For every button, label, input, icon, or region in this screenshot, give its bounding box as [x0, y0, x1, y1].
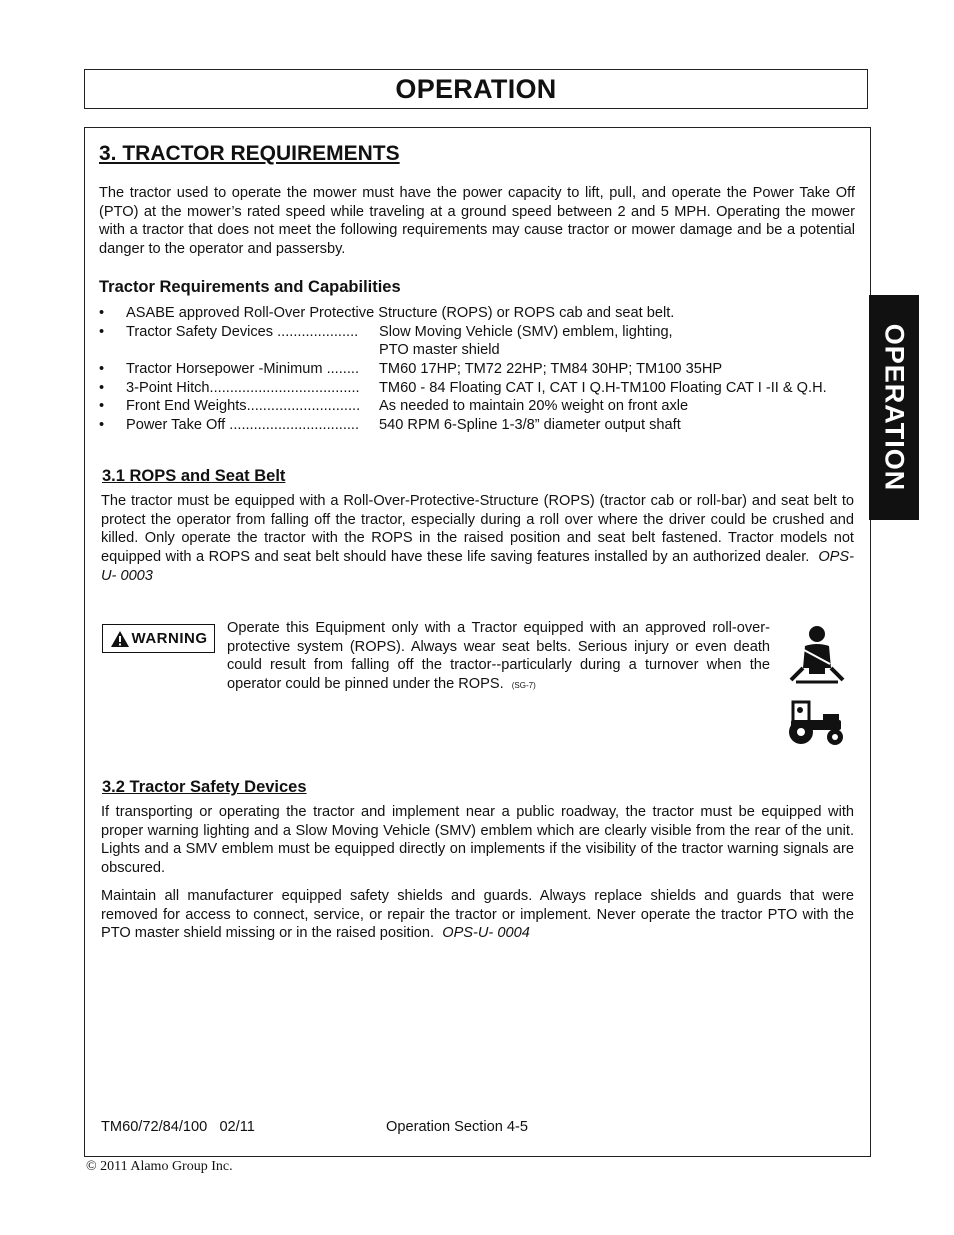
footer-page-number: Operation Section 4-5	[386, 1119, 528, 1135]
list-item: • Tractor Horsepower -Minimum ........ TM60 17HP; TM72 22HP; TM84 30HP; TM100 35HP	[99, 361, 723, 378]
warning-badge	[102, 624, 215, 653]
safety-ref-code: OPS-U- 0004	[442, 925, 530, 942]
seatbelt-operator-icon	[788, 624, 846, 688]
list-item-continuation: PTO master shield	[379, 342, 500, 359]
warning-ref-code: (SG-7)	[511, 681, 536, 691]
requirements-list	[99, 304, 859, 435]
footer-copyright: © 2011 Alamo Group Inc.	[86, 1159, 233, 1174]
rops-paragraph: The tractor must be equipped with a Roll-Over-Protective-Structure (ROPS) (tractor cab or roll-bar) and seat belt to protect the operator from falling off the tractor, especially during a roll over where the driver could be crushed and killed. Only operate the tractor with the ROPS in the raised position and seat belt fastened. Tractor models not equipped with a ROPS and seat belt should have these life saving features installed by an authorized dealer. OPS-U- 0003	[101, 493, 854, 584]
safety-devices-paragraph-2: Maintain all manufacturer equipped safety shields and guards. Always replace shields and guards that were removed for access to connect, service, or repair the tractor or implement. Never operate the tractor PTO with the PTO master shield missing or in the raised position. OPS-U- 0004	[101, 888, 854, 942]
list-item: • Tractor Safety Devices .................... Slow Moving Vehicle (SMV) emblem, lighting,	[99, 323, 673, 340]
rops-heading: 3.1 ROPS and Seat Belt	[102, 467, 286, 485]
section-title: 3. TRACTOR REQUIREMENTS	[99, 142, 400, 165]
header-title: OPERATION	[395, 73, 557, 104]
section-side-tab	[869, 295, 919, 520]
side-tab-label: OPERATION	[879, 323, 910, 492]
page-header	[84, 69, 868, 109]
list-item: • Power Take Off ................................ 540 RPM 6-Spline 1-3/8” diameter output shaft	[99, 417, 681, 434]
warning-text: Operate this Equipment only with a Tractor equipped with an approved roll-over-protective system (ROPS). Always wear seat belts. Serious injury or even death could result from falling off the tractor--particularly during a turnover when the operator could be pinned under the ROPS. (SG-7)	[227, 620, 770, 693]
safety-devices-heading: 3.2 Tractor Safety Devices	[102, 778, 307, 796]
rops-ref-code: OPS-U- 0003	[101, 549, 854, 584]
warning-badge-label: WARNING	[131, 630, 208, 647]
requirements-heading: Tractor Requirements and Capabilities	[99, 278, 401, 296]
tractor-icon	[783, 700, 847, 746]
list-item: • 3-Point Hitch..................................... TM60 - 84 Floating CAT I, CAT I Q.H-TM100 Floating CAT I -II & Q.H.	[99, 379, 827, 396]
warning-triangle-icon	[110, 630, 130, 648]
footer-model-date: TM60/72/84/100 02/11	[101, 1119, 255, 1135]
intro-paragraph: The tractor used to operate the mower must have the power capacity to lift, pull, and operate the Power Take Off (PTO) at the mower’s rated speed while traveling at a ground speed between 2 and 5 MPH. Operating the mower with a tractor that does not meet the following requirements may cause tractor or mower damage and be a potential danger to the operator and passersby.	[99, 185, 855, 258]
list-item: • ASABE approved Roll-Over Protective Structure (ROPS) or ROPS cab and seat belt.	[99, 305, 675, 321]
list-item: • Front End Weights............................ As needed to maintain 20% weight on front axle	[99, 398, 689, 415]
safety-devices-paragraph-1: If transporting or operating the tractor and implement near a public roadway, the tractor must be equipped with proper warning lighting and a Slow Moving Vehicle (SMV) emblem which are clearly visible from the rear of the unit. Lights and a SMV emblem must be equipped directly on implements if the visibility of the tractor warning signals are obscured.	[101, 804, 854, 877]
